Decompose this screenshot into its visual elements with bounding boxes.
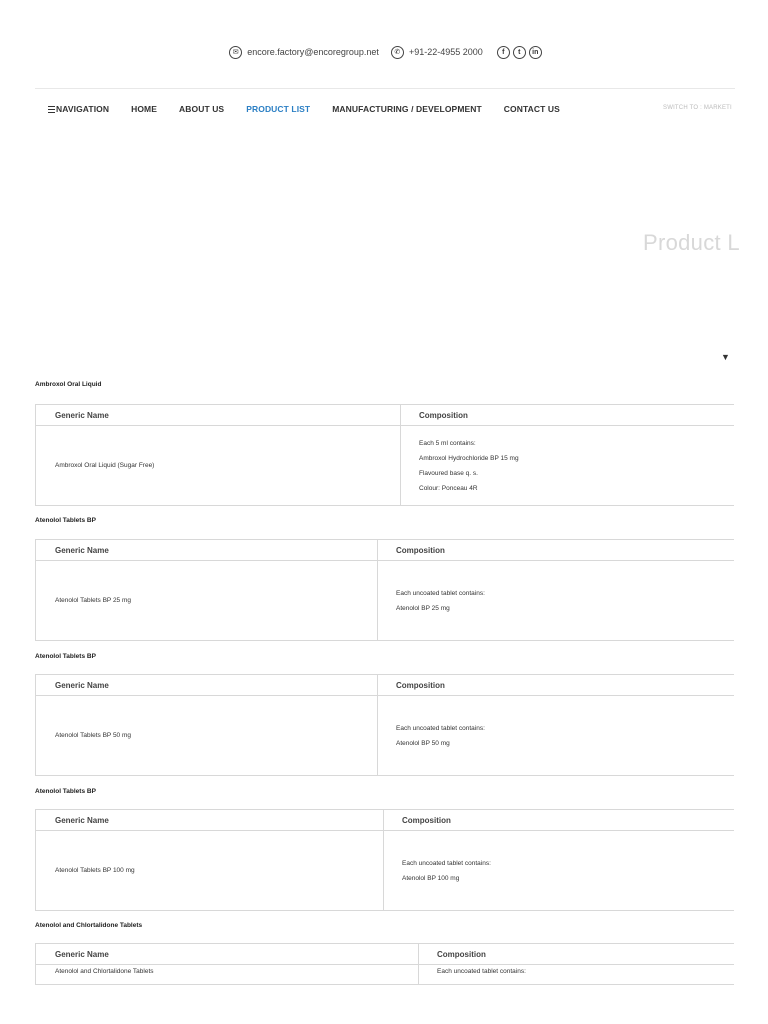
facebook-icon[interactable]: f xyxy=(497,46,510,59)
section-title: Atenolol Tablets BP xyxy=(35,653,96,660)
contact-bar xyxy=(0,43,768,61)
nav-contact[interactable]: CONTACT US xyxy=(503,104,560,114)
composition-cell xyxy=(378,561,734,641)
table-header-row xyxy=(36,405,734,426)
product-table xyxy=(35,809,734,911)
header-divider xyxy=(35,88,735,89)
main-nav xyxy=(48,100,582,118)
composition-cell xyxy=(401,426,734,506)
generic-name-cell: Atenolol and Chlortalidone Tablets xyxy=(36,965,419,985)
composition-header: Composition xyxy=(401,405,734,426)
generic-name-cell: Ambroxol Oral Liquid (Sugar Free) xyxy=(36,426,401,506)
composition-line: Atenolol BP 100 mg xyxy=(402,874,460,882)
product-table xyxy=(35,674,734,776)
table-header-row xyxy=(36,540,734,561)
section-title: Atenolol Tablets BP xyxy=(35,788,96,795)
product-table xyxy=(35,404,734,506)
table-row xyxy=(36,831,734,911)
generic-name-header: Generic Name xyxy=(36,944,419,965)
section-title: Atenolol Tablets BP xyxy=(35,517,96,524)
table-row xyxy=(36,965,734,985)
composition-header: Composition xyxy=(378,540,734,561)
composition-header: Composition xyxy=(378,675,734,696)
composition-header: Composition xyxy=(384,810,734,831)
composition-line: Each uncoated tablet contains: xyxy=(396,589,485,597)
envelope-icon: ✉ xyxy=(229,46,242,59)
table-header-row xyxy=(36,944,734,965)
composition-line: Atenolol BP 25 mg xyxy=(396,604,450,612)
composition-line: Colour: Ponceau 4R xyxy=(419,484,478,492)
composition-line: Each uncoated tablet contains: xyxy=(396,724,485,732)
composition-line: Each uncoated tablet contains: xyxy=(402,859,491,867)
table-row xyxy=(36,426,734,506)
generic-name-cell: Atenolol Tablets BP 50 mg xyxy=(36,696,378,776)
composition-line: Ambroxol Hydrochloride BP 15 mg xyxy=(419,454,519,462)
generic-name-header: Generic Name xyxy=(36,405,401,426)
email-text[interactable]: encore.factory@encoregroup.net xyxy=(247,47,379,57)
social-links xyxy=(497,46,545,59)
email-contact[interactable] xyxy=(229,46,379,59)
phone-icon: ✆ xyxy=(391,46,404,59)
product-table xyxy=(35,943,734,985)
phone-text[interactable]: +91-22-4955 2000 xyxy=(408,47,483,57)
page-title: Product L xyxy=(643,230,740,255)
composition-line: Flavoured base q. s. xyxy=(419,469,478,477)
nav-manufacturing[interactable]: MANUFACTURING / DEVELOPMENT xyxy=(332,104,482,114)
twitter-icon[interactable]: t xyxy=(513,46,526,59)
hamburger-icon xyxy=(48,106,55,113)
nav-navigation-menu[interactable] xyxy=(48,104,109,114)
nav-about[interactable]: ABOUT US xyxy=(179,104,225,114)
product-table xyxy=(35,539,734,641)
nav-navigation-label: NAVIGATION xyxy=(56,104,110,114)
generic-name-header: Generic Name xyxy=(36,810,384,831)
composition-line: Each uncoated tablet contains: xyxy=(437,968,526,975)
table-header-row xyxy=(36,810,734,831)
composition-cell xyxy=(384,831,734,911)
nav-product-list[interactable]: PRODUCT LIST xyxy=(246,104,311,114)
composition-cell xyxy=(419,965,734,985)
table-row xyxy=(36,696,734,776)
composition-header: Composition xyxy=(419,944,734,965)
composition-line: Each 5 ml contains: xyxy=(419,439,476,447)
table-row xyxy=(36,561,734,641)
table-header-row xyxy=(36,675,734,696)
switch-site-link[interactable]: SWITCH TO : MARKETI xyxy=(663,105,732,111)
section-title: Atenolol and Chlortalidone Tablets xyxy=(35,922,143,929)
section-title: Ambroxol Oral Liquid xyxy=(35,381,102,388)
composition-cell xyxy=(378,696,734,776)
phone-contact[interactable] xyxy=(391,46,483,59)
composition-line: Atenolol BP 50 mg xyxy=(396,739,450,747)
generic-name-cell: Atenolol Tablets BP 25 mg xyxy=(36,561,378,641)
generic-name-header: Generic Name xyxy=(36,540,378,561)
nav-home[interactable]: HOME xyxy=(131,104,158,114)
caret-down-icon[interactable]: ▼ xyxy=(721,352,730,362)
generic-name-header: Generic Name xyxy=(36,675,378,696)
linkedin-icon[interactable]: in xyxy=(529,46,542,59)
generic-name-cell: Atenolol Tablets BP 100 mg xyxy=(36,831,384,911)
